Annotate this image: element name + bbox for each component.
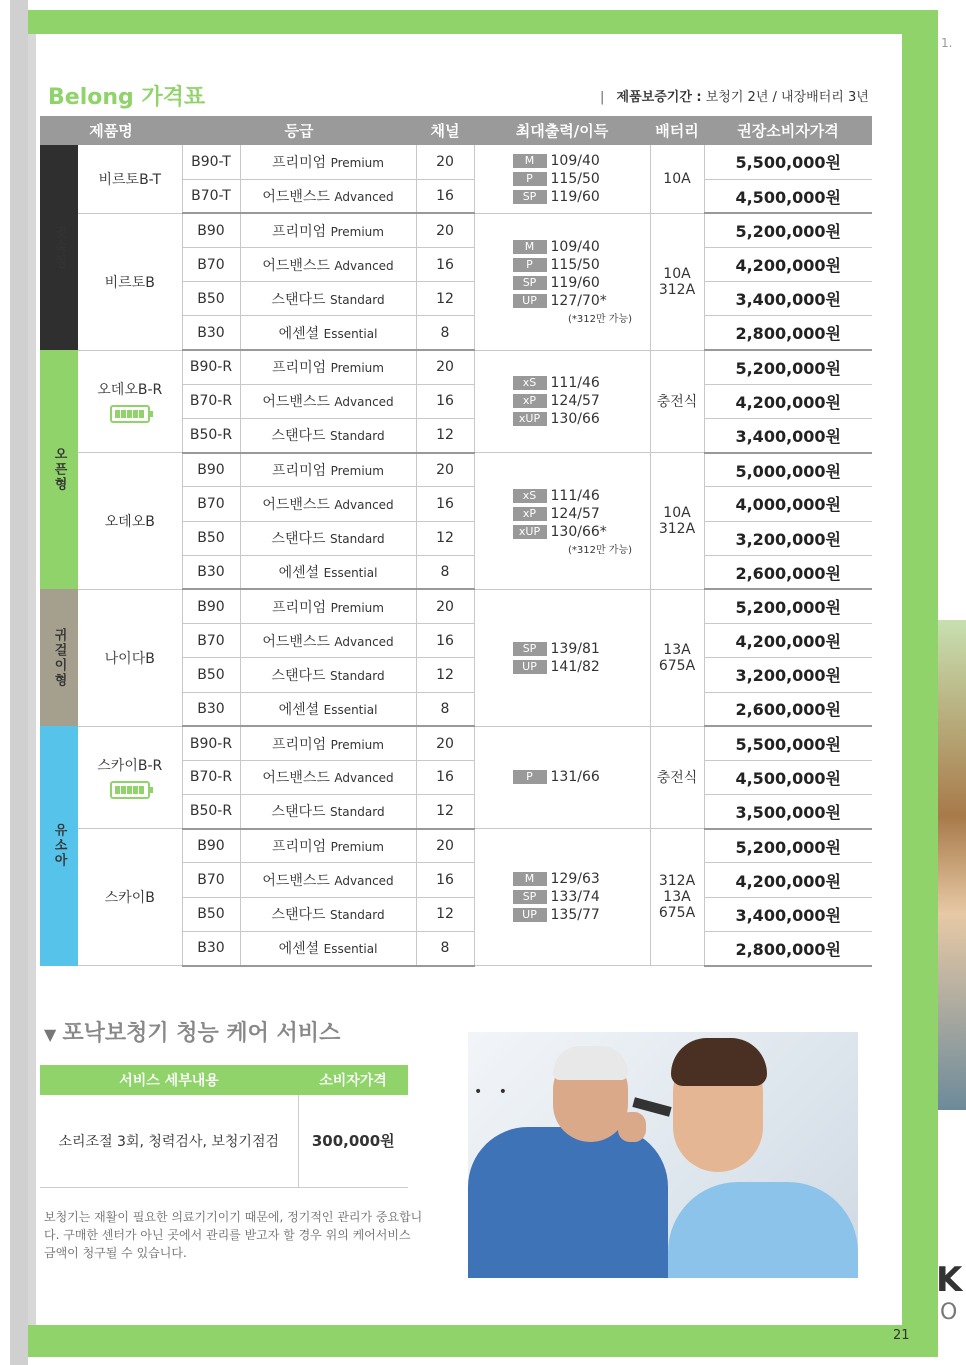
receiver-tag: xS: [513, 376, 547, 390]
retail-price: 2,600,000원: [704, 555, 872, 589]
output-value: 124/57: [550, 393, 600, 410]
grade-korean: 프리미엄: [272, 599, 327, 616]
output-value: 115/50: [550, 170, 600, 187]
output-line: [513, 906, 650, 924]
care-title-text: 포낙보청기 청능 케어 서비스: [62, 1021, 341, 1046]
grade-english: Essential: [323, 326, 378, 341]
channel-count: 20: [416, 453, 474, 487]
channel-count: 8: [416, 931, 474, 965]
category-text: 오픈형: [51, 447, 67, 493]
grade-english: Essential: [323, 942, 378, 957]
output-value: 109/40: [550, 239, 600, 256]
retail-price: 4,200,000원: [704, 248, 872, 282]
output-line: [513, 188, 650, 206]
grade-english: Premium: [330, 600, 384, 615]
output-line: [513, 523, 650, 541]
retail-price: 3,400,000원: [704, 282, 872, 316]
model-code: B70: [182, 248, 240, 282]
care-note: 보청기는 재활이 필요한 의료기기이기 때문에, 정기적인 관리가 중요합니다. 구매한 센터가 아닌 곳에서 관리를 받고자 할 경우 위의 케어서비스 금액이 청구될 수 있습니다.: [44, 1210, 423, 1260]
grade: [240, 726, 416, 760]
retail-price: 5,500,000원: [704, 726, 872, 760]
max-output-gain: [474, 213, 650, 350]
output-line: [513, 768, 650, 786]
channel-count: 12: [416, 521, 474, 555]
grade-english: Premium: [330, 840, 384, 855]
battery-type: 충전식: [650, 726, 704, 829]
grade: [240, 248, 416, 282]
model-code: B50: [182, 282, 240, 316]
grade-english: Advanced: [334, 634, 394, 649]
care-table-header: [40, 1065, 408, 1095]
retail-price: 3,400,000원: [704, 897, 872, 931]
receiver-tag: xUP: [513, 525, 547, 539]
retail-price: 4,500,000원: [704, 179, 872, 213]
grade-korean: 프리미엄: [272, 839, 327, 856]
receiver-tag: UP: [513, 908, 547, 922]
grade-korean: 프리미엄: [272, 360, 327, 377]
grade-korean: 스탠다드: [271, 291, 326, 308]
battery-type: 10A: [650, 145, 704, 213]
retail-price: 2,600,000원: [704, 692, 872, 726]
channel-count: 20: [416, 213, 474, 247]
grade-korean: 어드밴스드: [262, 189, 330, 206]
receiver-tag: P: [513, 770, 547, 784]
output-line: [513, 152, 650, 170]
grade-korean: 프리미엄: [272, 154, 327, 171]
header-product: 제품명: [40, 116, 182, 145]
model-code: B50-R: [182, 795, 240, 829]
output-value: 127/70*: [550, 293, 607, 310]
max-output-gain: [474, 726, 650, 829]
model-code: B30: [182, 555, 240, 589]
output-value: 130/66*: [550, 523, 607, 540]
receiver-tag: P: [513, 172, 547, 186]
model-code: B90: [182, 589, 240, 623]
output-value: 115/50: [550, 257, 600, 274]
model-code: B50-R: [182, 419, 240, 453]
grade-korean: 어드밴스드: [262, 394, 330, 411]
grade: [240, 316, 416, 350]
table-row: [40, 589, 872, 623]
model-code: B30: [182, 692, 240, 726]
output-line: [513, 374, 650, 392]
battery-icon: [110, 405, 150, 423]
grade-korean: 프리미엄: [272, 223, 327, 240]
output-value: 111/46: [550, 375, 600, 392]
channel-count: 8: [416, 692, 474, 726]
output-note: (*312만 가능): [567, 314, 633, 326]
retail-price: 3,400,000원: [704, 419, 872, 453]
battery-type: 10A 312A: [650, 453, 704, 590]
doctor-patient-photo: [468, 1032, 858, 1278]
product-name: [78, 145, 182, 213]
table-row: [40, 213, 872, 247]
warranty-info: [600, 86, 869, 105]
retail-price: 5,200,000원: [704, 213, 872, 247]
next-page-mark: 1.: [941, 36, 953, 50]
output-line: [513, 256, 650, 274]
model-code: B90: [182, 453, 240, 487]
product-name-text: 비르토B: [104, 274, 155, 291]
grade-english: Advanced: [334, 258, 394, 273]
output-value: 131/66: [550, 769, 600, 786]
grade-english: Premium: [330, 464, 384, 479]
output-line: [513, 487, 650, 505]
output-note: (*312만 가능): [567, 544, 633, 556]
battery-icon: [110, 781, 150, 799]
grade: [240, 384, 416, 418]
retail-price: 5,200,000원: [704, 350, 872, 384]
battery-type: 10A 312A: [650, 213, 704, 350]
output-line: [513, 870, 650, 888]
header-channel: 채널: [416, 116, 474, 145]
grade-korean: 스탠다드: [271, 804, 326, 821]
output-value: 139/81: [550, 640, 600, 657]
grade-korean: 에센셜: [278, 325, 320, 342]
output-value: 133/74: [550, 889, 600, 906]
warranty-label: 제품보증기간 :: [616, 90, 702, 105]
grade-english: Advanced: [334, 497, 394, 512]
care-header-service: 서비스 세부내용: [40, 1065, 298, 1095]
grade-korean: 프리미엄: [272, 736, 327, 753]
grade-english: Standard: [329, 532, 385, 547]
grade: [240, 179, 416, 213]
output-line: [513, 888, 650, 906]
grade-english: Advanced: [334, 395, 394, 410]
receiver-tag: SP: [513, 276, 547, 290]
care-title: [44, 1016, 340, 1047]
receiver-tag: xP: [513, 394, 547, 408]
receiver-tag: xUP: [513, 412, 547, 426]
channel-count: 20: [416, 350, 474, 384]
model-code: B70-T: [182, 179, 240, 213]
next-page-letters: K: [936, 1260, 963, 1300]
grade: [240, 213, 416, 247]
retail-price: 3,500,000원: [704, 795, 872, 829]
output-line: [513, 410, 650, 428]
divider: |: [600, 90, 605, 105]
grade-english: Premium: [330, 224, 384, 239]
retail-price: 5,200,000원: [704, 589, 872, 623]
output-value: 130/66: [550, 411, 600, 428]
receiver-tag: xP: [513, 507, 547, 521]
table-row: [40, 145, 872, 179]
model-code: B70: [182, 863, 240, 897]
output-value: 141/82: [550, 658, 600, 675]
channel-count: 8: [416, 316, 474, 350]
channel-count: 16: [416, 863, 474, 897]
retail-price: 4,500,000원: [704, 760, 872, 794]
product-name: [78, 350, 182, 453]
retail-price: 5,000,000원: [704, 453, 872, 487]
model-code: B70-R: [182, 384, 240, 418]
battery-type: 13A 675A: [650, 589, 704, 726]
retail-price: 2,800,000원: [704, 931, 872, 965]
header-grade: 등급: [182, 116, 416, 145]
header-price: 권장소비자가격: [704, 116, 872, 145]
channel-count: 20: [416, 726, 474, 760]
channel-count: 12: [416, 658, 474, 692]
battery-type: 충전식: [650, 350, 704, 453]
receiver-tag: UP: [513, 294, 547, 308]
care-table: [40, 1065, 408, 1188]
frame-top: [28, 10, 938, 34]
grade-korean: 스탠다드: [271, 907, 326, 924]
output-value: 109/40: [550, 152, 600, 169]
product-name-text: 스카이B: [104, 890, 155, 907]
frame-bottom: [28, 1325, 938, 1357]
model-code: B30: [182, 931, 240, 965]
grade: [240, 829, 416, 863]
receiver-tag: P: [513, 258, 547, 272]
grade: [240, 282, 416, 316]
max-output-gain: [474, 350, 650, 453]
grade-korean: 어드밴스드: [262, 257, 330, 274]
category-label: [40, 350, 78, 589]
channel-count: 20: [416, 589, 474, 623]
category-text: 귓속형: [51, 225, 67, 271]
grade-korean: 어드밴스드: [262, 633, 330, 650]
grade-korean: 스탠다드: [271, 531, 326, 548]
category-label: [40, 589, 78, 726]
table-row: [40, 350, 872, 384]
grade: [240, 624, 416, 658]
price-table-body: [40, 145, 872, 966]
page-number: 21: [893, 1328, 910, 1343]
receiver-tag: SP: [513, 890, 547, 904]
output-value: 119/60: [550, 188, 600, 205]
grade-english: Standard: [329, 429, 385, 444]
receiver-tag: M: [513, 872, 547, 886]
header-output: 최대출력/이득: [474, 116, 650, 145]
care-table-row: [40, 1095, 408, 1187]
output-line: [513, 238, 650, 256]
grade-korean: 어드밴스드: [262, 873, 330, 890]
retail-price: 3,200,000원: [704, 521, 872, 555]
product-name: [78, 453, 182, 590]
grade: [240, 931, 416, 965]
grade-english: Advanced: [334, 771, 394, 786]
header-battery: 배터리: [650, 116, 704, 145]
next-page-photo-edge: [938, 620, 966, 1110]
model-code: B50: [182, 897, 240, 931]
photo-dots: • •: [474, 1084, 513, 1100]
model-code: B30: [182, 316, 240, 350]
receiver-tag: UP: [513, 660, 547, 674]
channel-count: 16: [416, 384, 474, 418]
grade: [240, 453, 416, 487]
grade: [240, 795, 416, 829]
price-table-header: [40, 116, 872, 145]
model-code: B90: [182, 829, 240, 863]
price-table: [40, 116, 872, 967]
grade-korean: 에센셜: [278, 941, 320, 958]
category-label: [40, 726, 78, 965]
max-output-gain: [474, 453, 650, 590]
retail-price: 4,200,000원: [704, 384, 872, 418]
grade-english: Standard: [329, 908, 385, 923]
model-code: B70: [182, 624, 240, 658]
max-output-gain: [474, 145, 650, 213]
grade-english: Essential: [323, 566, 378, 581]
output-value: 135/77: [550, 907, 600, 924]
grade-korean: 어드밴스드: [262, 496, 330, 513]
grade-english: Standard: [329, 668, 385, 683]
grade-english: Essential: [323, 702, 378, 717]
doctor-hand: [618, 1112, 646, 1142]
model-code: B70-R: [182, 760, 240, 794]
product-name-text: 오데오B: [104, 514, 155, 531]
grade: [240, 692, 416, 726]
triangle-down-icon: ▼: [44, 1025, 57, 1044]
max-output-gain: [474, 829, 650, 966]
grade: [240, 897, 416, 931]
output-value: 111/46: [550, 487, 600, 504]
model-code: B90-R: [182, 350, 240, 384]
max-output-gain: [474, 589, 650, 726]
channel-count: 20: [416, 829, 474, 863]
product-name: [78, 726, 182, 829]
channel-count: 20: [416, 145, 474, 179]
receiver-tag: M: [513, 154, 547, 168]
product-name-text: 나이다B: [104, 650, 155, 667]
retail-price: 2,800,000원: [704, 316, 872, 350]
product-name-text: 스카이B-R: [97, 758, 163, 775]
output-value: 119/60: [550, 275, 600, 292]
grade-korean: 에센셜: [278, 701, 320, 718]
channel-count: 16: [416, 624, 474, 658]
table-row: [40, 829, 872, 863]
grade: [240, 555, 416, 589]
retail-price: 5,500,000원: [704, 145, 872, 179]
frame-right: [902, 10, 938, 1355]
patient-figure: [668, 1182, 858, 1278]
grade: [240, 487, 416, 521]
model-code: B90-R: [182, 726, 240, 760]
grade: [240, 350, 416, 384]
grade-english: Premium: [330, 155, 384, 170]
channel-count: 12: [416, 795, 474, 829]
product-name-text: 오데오B-R: [97, 382, 163, 399]
model-code: B90-T: [182, 145, 240, 179]
grade: [240, 658, 416, 692]
receiver-tag: SP: [513, 190, 547, 204]
grade-english: Premium: [330, 737, 384, 752]
warranty-value: 보청기 2년 / 내장배터리 3년: [705, 90, 869, 105]
product-name: [78, 589, 182, 726]
doctor-hair: [553, 1046, 628, 1080]
patient-hair: [671, 1038, 767, 1086]
grade-korean: 에센셜: [278, 565, 320, 582]
output-line: [513, 640, 650, 658]
product-name: [78, 829, 182, 966]
channel-count: 12: [416, 897, 474, 931]
grade-english: Standard: [329, 805, 385, 820]
channel-count: 16: [416, 760, 474, 794]
model-code: B50: [182, 658, 240, 692]
output-line: [513, 274, 650, 292]
category-label: [40, 145, 78, 350]
grade: [240, 521, 416, 555]
grade: [240, 589, 416, 623]
retail-price: 4,000,000원: [704, 487, 872, 521]
care-service: 소리조절 3회, 청력검사, 보청기점검: [40, 1095, 298, 1187]
product-name-text: 비르토B-T: [98, 171, 161, 188]
grade-english: Advanced: [334, 874, 394, 889]
output-line: [513, 292, 650, 310]
table-row: [40, 453, 872, 487]
channel-count: 16: [416, 179, 474, 213]
grade-english: Standard: [329, 292, 385, 307]
model-code: B70: [182, 487, 240, 521]
care-price: 300,000원: [298, 1095, 408, 1187]
category-text: 유소아: [51, 823, 67, 869]
channel-count: 16: [416, 248, 474, 282]
next-page-letters-2: O: [940, 1300, 958, 1325]
receiver-tag: SP: [513, 642, 547, 656]
grade-korean: 프리미엄: [272, 463, 327, 480]
output-value: 124/57: [550, 505, 600, 522]
output-line: [513, 658, 650, 676]
model-code: B50: [182, 521, 240, 555]
grade: [240, 863, 416, 897]
output-line: [513, 170, 650, 188]
channel-count: 12: [416, 282, 474, 316]
grade-korean: 스탠다드: [271, 428, 326, 445]
category-text: 귀걸이형: [51, 627, 67, 688]
page-title: Belong 가격표: [48, 85, 206, 110]
receiver-tag: M: [513, 240, 547, 254]
grade: [240, 145, 416, 179]
retail-price: 4,200,000원: [704, 863, 872, 897]
product-name: [78, 213, 182, 350]
output-line: [513, 392, 650, 410]
doctor-figure: [468, 1127, 668, 1278]
grade-english: Advanced: [334, 190, 394, 205]
receiver-tag: xS: [513, 489, 547, 503]
grade-korean: 어드밴스드: [262, 770, 330, 787]
grade-english: Premium: [330, 361, 384, 376]
book-spine: [10, 0, 28, 1365]
table-row: [40, 726, 872, 760]
channel-count: 8: [416, 555, 474, 589]
grade: [240, 419, 416, 453]
care-header-price: 소비자가격: [298, 1065, 408, 1095]
channel-count: 16: [416, 487, 474, 521]
output-value: 129/63: [550, 871, 600, 888]
retail-price: 5,200,000원: [704, 829, 872, 863]
frame-left: [28, 10, 36, 1355]
retail-price: 3,200,000원: [704, 658, 872, 692]
retail-price: 4,200,000원: [704, 624, 872, 658]
channel-count: 12: [416, 419, 474, 453]
model-code: B90: [182, 213, 240, 247]
output-line: [513, 505, 650, 523]
grade-korean: 스탠다드: [271, 667, 326, 684]
grade: [240, 760, 416, 794]
battery-type: 312A 13A 675A: [650, 829, 704, 966]
